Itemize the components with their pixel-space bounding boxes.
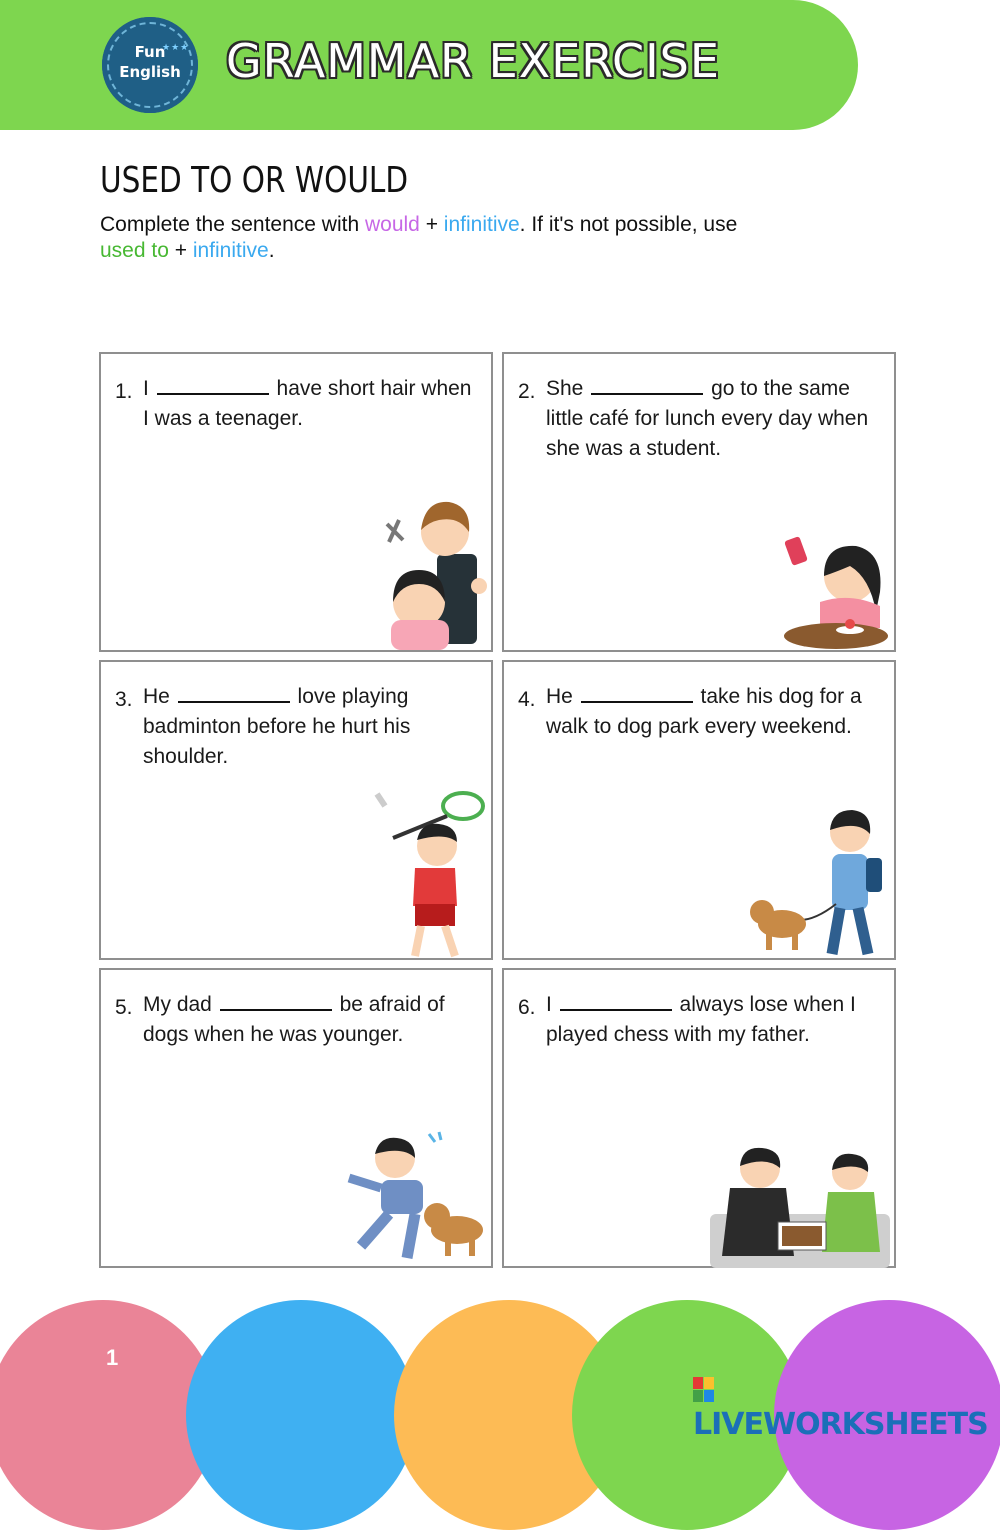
instructions bbox=[100, 212, 740, 264]
liveworksheets-logo bbox=[693, 1372, 1000, 1442]
exercise-sentence bbox=[143, 682, 473, 772]
exercise-card-5 bbox=[99, 968, 493, 1268]
hairdresser-cutting-hair-icon bbox=[379, 494, 491, 650]
man-walking-dog-icon bbox=[748, 808, 894, 960]
keyword-infinitive-2: infinitive bbox=[192, 239, 269, 262]
sentence-end: take his dog for a walk to dog park every weekend. bbox=[546, 685, 862, 738]
answer-blank-4[interactable] bbox=[581, 685, 693, 703]
logo-line1: Fun bbox=[134, 43, 166, 61]
footer-circle-blue bbox=[186, 1300, 416, 1530]
header-title: GRAMMAR EXERCISE bbox=[226, 34, 720, 88]
answer-blank-5[interactable] bbox=[220, 993, 332, 1011]
sentence-start: He bbox=[143, 685, 170, 708]
keyword-used-to: used to bbox=[100, 239, 169, 262]
sentence-start: She bbox=[546, 377, 584, 400]
answer-blank-1[interactable] bbox=[157, 377, 269, 395]
sentence-end: always lose when I played chess with my father. bbox=[546, 993, 856, 1046]
exercise-card-6 bbox=[502, 968, 896, 1268]
stars-icon: ★★★ bbox=[162, 42, 190, 52]
girl-selfie-cafe-icon bbox=[780, 532, 892, 650]
instructions-part1: Complete the sentence with bbox=[100, 213, 365, 236]
keyword-infinitive-1: infinitive bbox=[443, 213, 520, 236]
exercise-card-1 bbox=[99, 352, 493, 652]
sentence-end: have short hair when I was a teenager. bbox=[143, 377, 472, 430]
sentence-end: be afraid of dogs when he was younger. bbox=[143, 993, 445, 1046]
keyword-would: would bbox=[364, 213, 420, 236]
section-title: USED TO OR WOULD bbox=[100, 160, 409, 201]
sentence-end: go to the same little café for lunch every day when she was a student. bbox=[546, 377, 869, 460]
sentence-start: My dad bbox=[143, 993, 212, 1016]
exercise-card-2 bbox=[502, 352, 896, 652]
instructions-part2: . If it's not possible, use bbox=[519, 213, 738, 236]
instructions-plus2: + bbox=[168, 239, 193, 262]
sentence-start: I bbox=[143, 377, 149, 400]
exercise-sentence bbox=[143, 990, 473, 1050]
brand-name: LIVEWORKSHEETS bbox=[693, 1407, 988, 1442]
exercise-sentence bbox=[546, 682, 876, 742]
exercise-sentence bbox=[546, 990, 876, 1050]
logo-line2: English bbox=[119, 63, 181, 81]
exercise-card-3 bbox=[99, 660, 493, 960]
sentence-start: I bbox=[546, 993, 552, 1016]
exercise-number: 3. bbox=[115, 688, 133, 711]
exercise-card-4 bbox=[502, 660, 896, 960]
answer-blank-6[interactable] bbox=[560, 993, 672, 1011]
father-son-chess-icon bbox=[710, 1146, 890, 1268]
instructions-plus1: + bbox=[419, 213, 444, 236]
liveworksheets-badge-icon bbox=[693, 1377, 715, 1403]
boy-playing-badminton-icon bbox=[371, 788, 491, 960]
exercise-number: 6. bbox=[518, 996, 536, 1019]
boy-afraid-of-dog-icon bbox=[345, 1130, 491, 1266]
instructions-part3: . bbox=[268, 239, 275, 262]
sentence-end: love playing badminton before he hurt his shoulder. bbox=[143, 685, 411, 768]
exercise-sentence bbox=[546, 374, 876, 464]
page-number: 1 bbox=[106, 1345, 119, 1370]
exercise-sentence bbox=[143, 374, 473, 434]
sentence-start: He bbox=[546, 685, 573, 708]
answer-blank-2[interactable] bbox=[591, 377, 703, 395]
exercise-number: 1. bbox=[115, 380, 133, 403]
exercise-number: 5. bbox=[115, 996, 133, 1019]
answer-blank-3[interactable] bbox=[178, 685, 290, 703]
exercise-number: 2. bbox=[518, 380, 536, 403]
exercise-number: 4. bbox=[518, 688, 536, 711]
fun-english-logo bbox=[102, 17, 198, 113]
